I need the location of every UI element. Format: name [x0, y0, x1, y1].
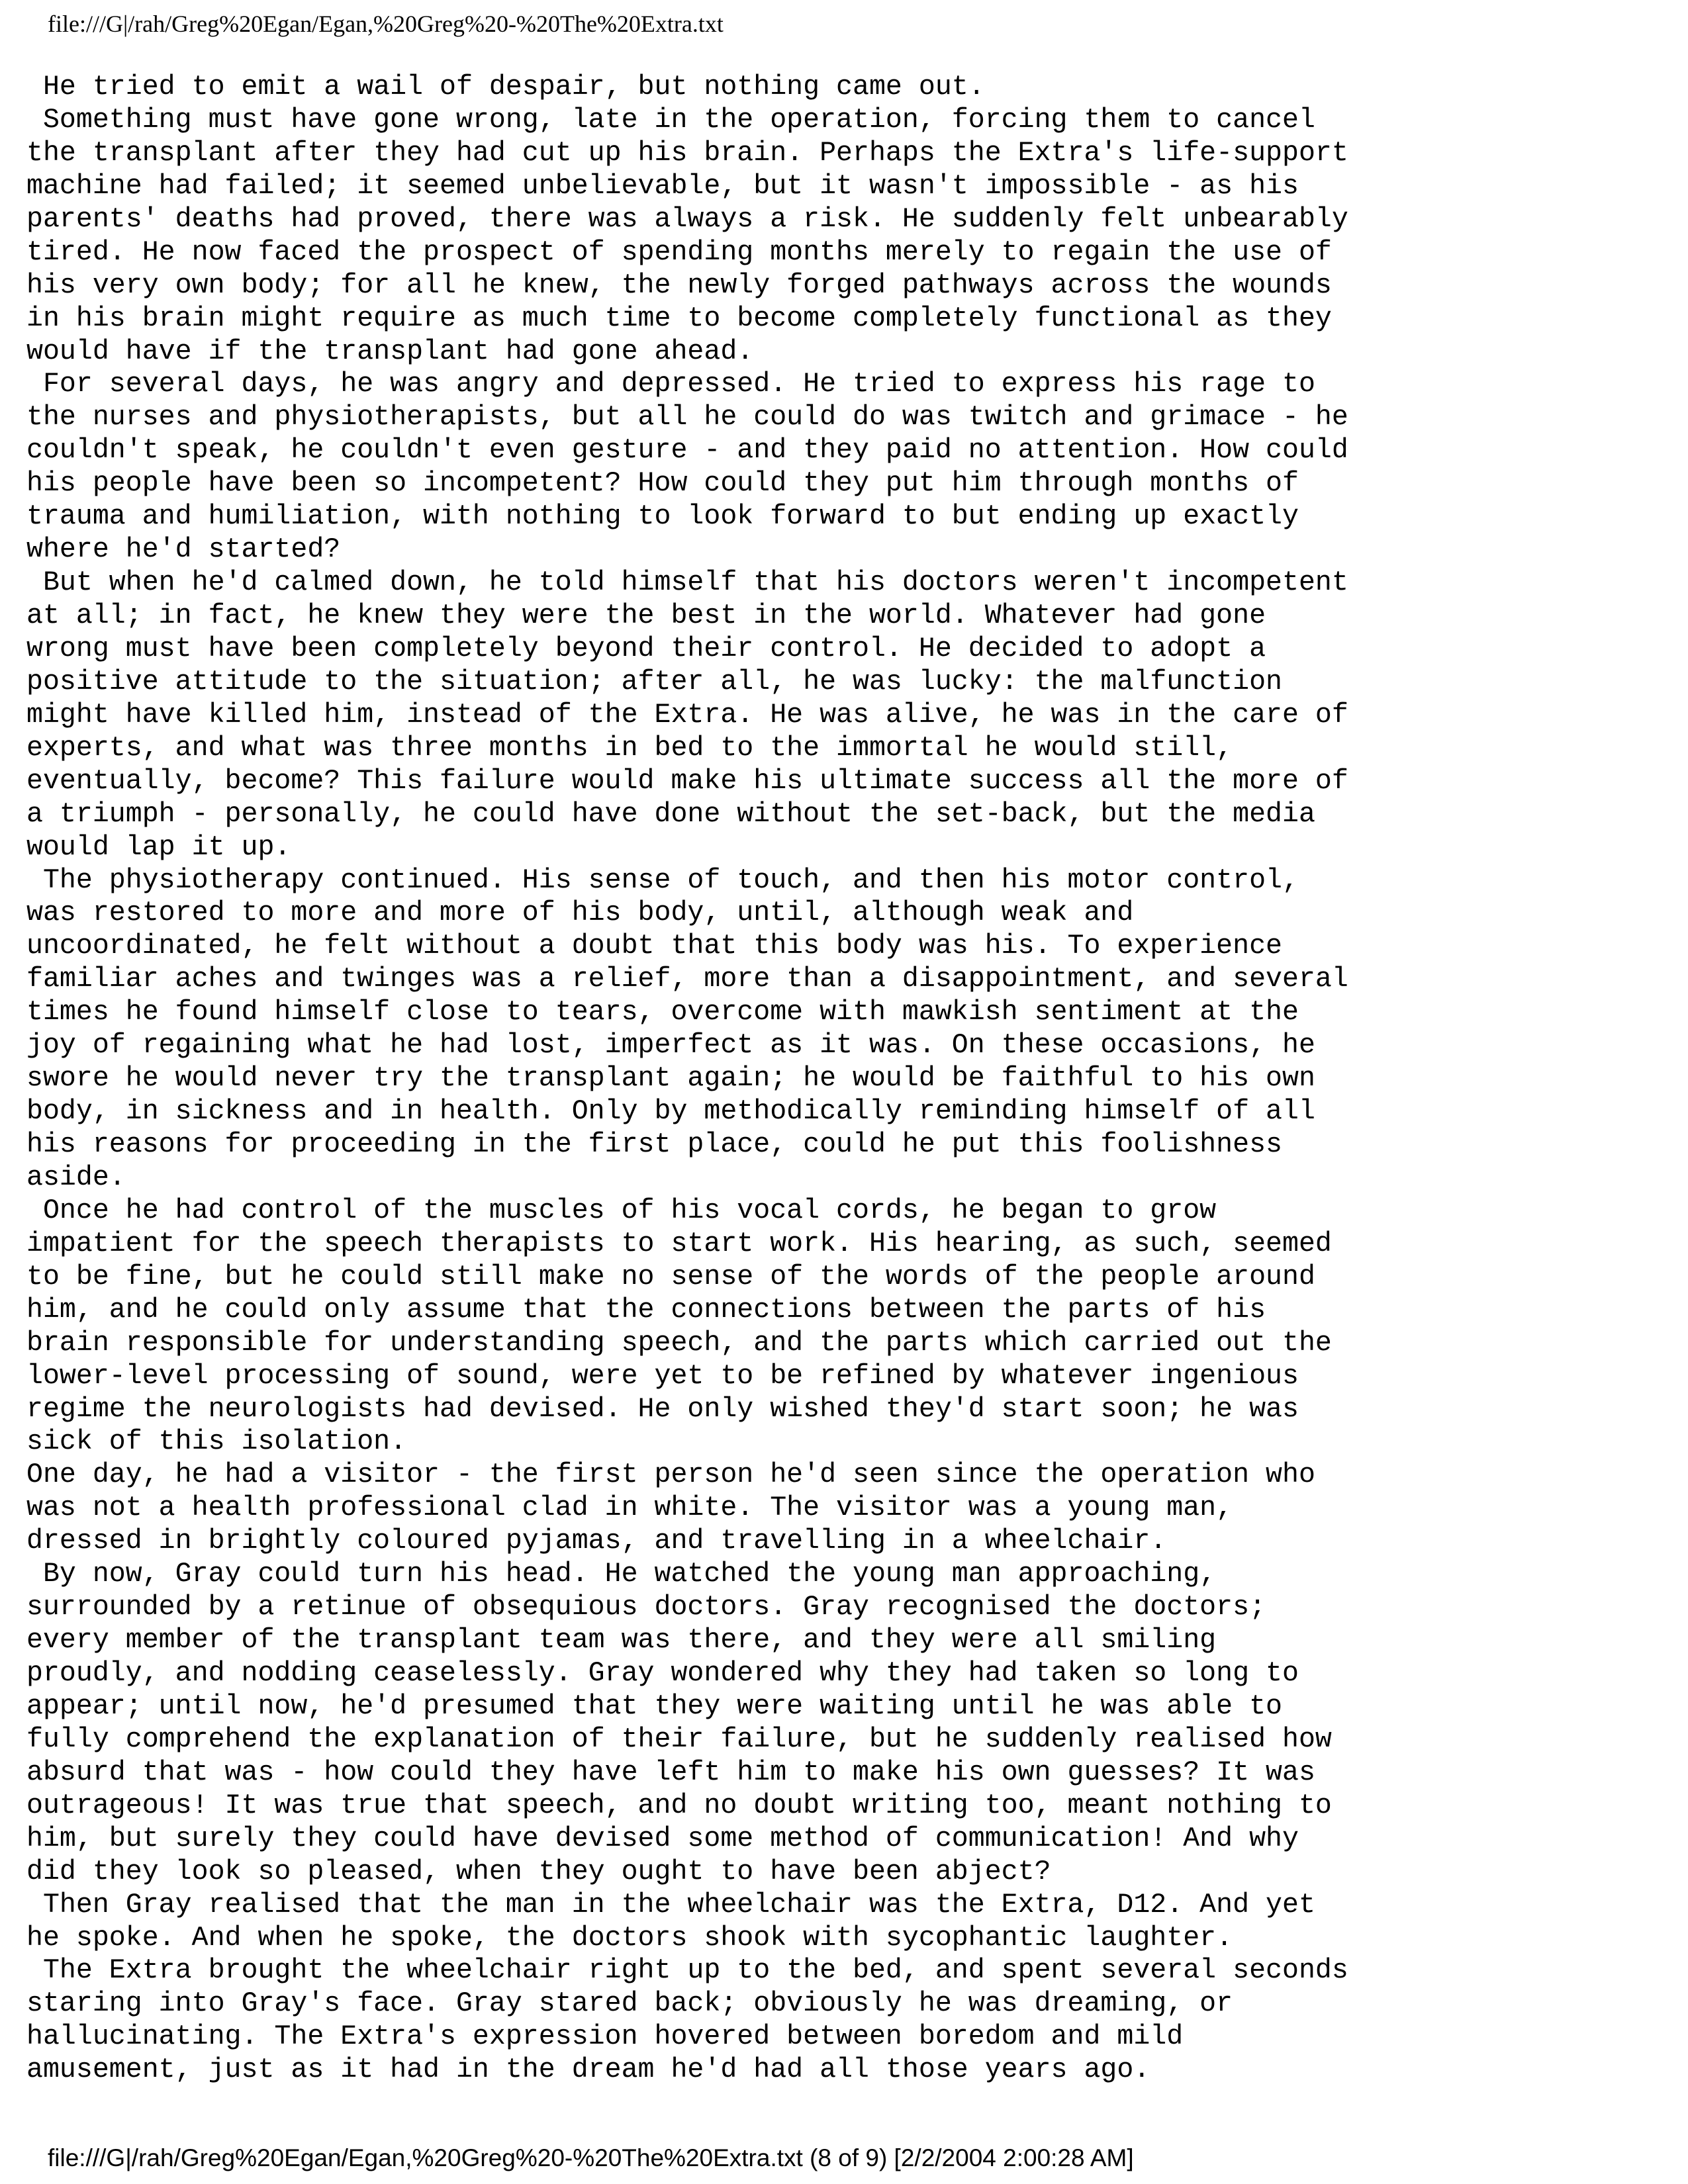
text-line: the nurses and physiotherapists, but all he could do was twitch and grimace - he [26, 402, 1348, 433]
text-line: to be fine, but he could still make no sense of the words of the people around [26, 1261, 1315, 1293]
text-line: surrounded by a retinue of obsequious doctors. Gray recognised the doctors; [26, 1592, 1266, 1623]
text-line: absurd that was - how could they have left him to make his own guesses? It was [26, 1756, 1315, 1788]
text-line: might have killed him, instead of the Extra. He was alive, he was in the care of [26, 699, 1348, 731]
text-line: couldn't speak, he couldn't even gesture - and they paid no attention. How could [26, 435, 1348, 467]
text-line: a triumph - personally, he could have done without the set-back, but the media [26, 798, 1315, 830]
text-line: The physiotherapy continued. His sense of touch, and then his motor control, [26, 864, 1299, 896]
text-line: experts, and what was three months in bed to the immortal he would still, [26, 732, 1233, 764]
text-line: outrageous! It was true that speech, and no doubt writing too, meant nothing to [26, 1790, 1332, 1821]
text-line: swore he would never try the transplant again; he would be faithful to his own [26, 1063, 1315, 1095]
text-line: parents' deaths had proved, there was always a risk. He suddenly felt unbearably [26, 203, 1348, 235]
text-line: trauma and humiliation, with nothing to look forward to but ending up exactly [26, 501, 1299, 533]
text-line: his reasons for proceeding in the first place, could he put this foolishness [26, 1129, 1282, 1160]
text-line: tired. He now faced the prospect of spending months merely to regain the use of [26, 236, 1332, 268]
text-line: fully comprehend the explanation of their failure, but he suddenly realised how [26, 1723, 1332, 1755]
text-line: One day, he had a visitor - the first person he'd seen since the operation who [26, 1459, 1315, 1491]
text-line: regime the neurologists had devised. He only wished they'd start soon; he was [26, 1393, 1299, 1425]
text-line: would lap it up. [26, 831, 291, 863]
text-line: staring into Gray's face. Gray stared back; obviously he was dreaming, or [26, 1988, 1233, 2020]
text-line: brain responsible for understanding speech, and the parts which carried out the [26, 1327, 1332, 1359]
text-line: would have if the transplant had gone ahead. [26, 336, 754, 367]
text-line: at all; in fact, he knew they were the best in the world. Whatever had gone [26, 600, 1266, 631]
text-line: body, in sickness and in health. Only by methodically reminding himself of all [26, 1096, 1315, 1128]
text-line: dressed in brightly coloured pyjamas, and travelling in a wheelchair. [26, 1525, 1167, 1557]
text-line: eventually, become? This failure would make his ultimate success all the more of [26, 765, 1348, 797]
text-line: times he found himself close to tears, overcome with mawkish sentiment at the [26, 997, 1299, 1028]
text-line: every member of the transplant team was there, and they were all smiling [26, 1625, 1217, 1657]
text-line: where he'd started? [26, 534, 341, 566]
text-line: him, and he could only assume that the connections between the parts of his [26, 1294, 1266, 1326]
text-line: his people have been so incompetent? How could they put him through months of [26, 468, 1299, 500]
header-file-path: file:///G|/rah/Greg%20Egan/Egan,%20Greg%20-%20The%20Extra.txt [48, 11, 724, 37]
text-line: impatient for the speech therapists to start work. His hearing, as such, seemed [26, 1228, 1332, 1259]
text-line: the transplant after they had cut up his brain. Perhaps the Extra's life-support [26, 137, 1348, 169]
text-line: was not a health professional clad in white. The visitor was a young man, [26, 1492, 1233, 1524]
text-line: familiar aches and twinges was a relief, more than a disappointment, and several [26, 964, 1348, 995]
text-line: his very own body; for all he knew, the newly forged pathways across the wounds [26, 269, 1332, 301]
text-line: wrong must have been completely beyond their control. He decided to adopt a [26, 633, 1266, 664]
text-line: he spoke. And when he spoke, the doctors shook with sycophantic laughter. [26, 1922, 1233, 1954]
text-line: Then Gray realised that the man in the wheelchair was the Extra, D12. And yet [26, 1889, 1315, 1921]
text-line: him, but surely they could have devised some method of communication! And why [26, 1823, 1299, 1854]
text-line: He tried to emit a wail of despair, but nothing came out. [26, 71, 985, 103]
footer-page-info: file:///G|/rah/Greg%20Egan/Egan,%20Greg%20-%20The%20Extra.txt (8 of 9) [2/2/2004 2:00:28 AM] [48, 2144, 1134, 2171]
text-line: did they look so pleased, when they ought to have been abject? [26, 1856, 1051, 1888]
text-line: in his brain might require as much time to become completely functional as they [26, 302, 1332, 334]
text-line: For several days, he was angry and depressed. He tried to express his rage to [26, 369, 1315, 400]
text-line: positive attitude to the situation; after all, he was lucky: the malfunction [26, 666, 1282, 698]
text-line: Once he had control of the muscles of his vocal cords, he began to grow [26, 1195, 1217, 1226]
text-line: aside. [26, 1161, 126, 1193]
text-line: hallucinating. The Extra's expression hovered between boredom and mild [26, 2021, 1184, 2053]
text-line: lower-level processing of sound, were yet to be refined by whatever ingenious [26, 1360, 1299, 1392]
text-line: By now, Gray could turn his head. He watched the young man approaching, [26, 1559, 1217, 1590]
text-line: uncoordinated, he felt without a doubt that this body was his. To experience [26, 931, 1282, 962]
text-line: machine had failed; it seemed unbelievable, but it wasn't impossible - as his [26, 170, 1299, 202]
document-text [26, 71, 1662, 2087]
text-line: Something must have gone wrong, late in the operation, forcing them to cancel [26, 104, 1315, 136]
text-line: amusement, just as it had in the dream he'd had all those years ago. [26, 2054, 1150, 2086]
text-line: was restored to more and more of his body, until, although weak and [26, 897, 1134, 929]
text-line: joy of regaining what he had lost, imperfect as it was. On these occasions, he [26, 1030, 1315, 1062]
text-line: appear; until now, he'd presumed that they were waiting until he was able to [26, 1690, 1282, 1722]
text-line: But when he'd calmed down, he told himself that his doctors weren't incompetent [26, 567, 1348, 599]
text-line: The Extra brought the wheelchair right up to the bed, and spent several seconds [26, 1955, 1348, 1987]
text-line: proudly, and nodding ceaselessly. Gray wondered why they had taken so long to [26, 1658, 1299, 1689]
text-line: sick of this isolation. [26, 1426, 407, 1458]
